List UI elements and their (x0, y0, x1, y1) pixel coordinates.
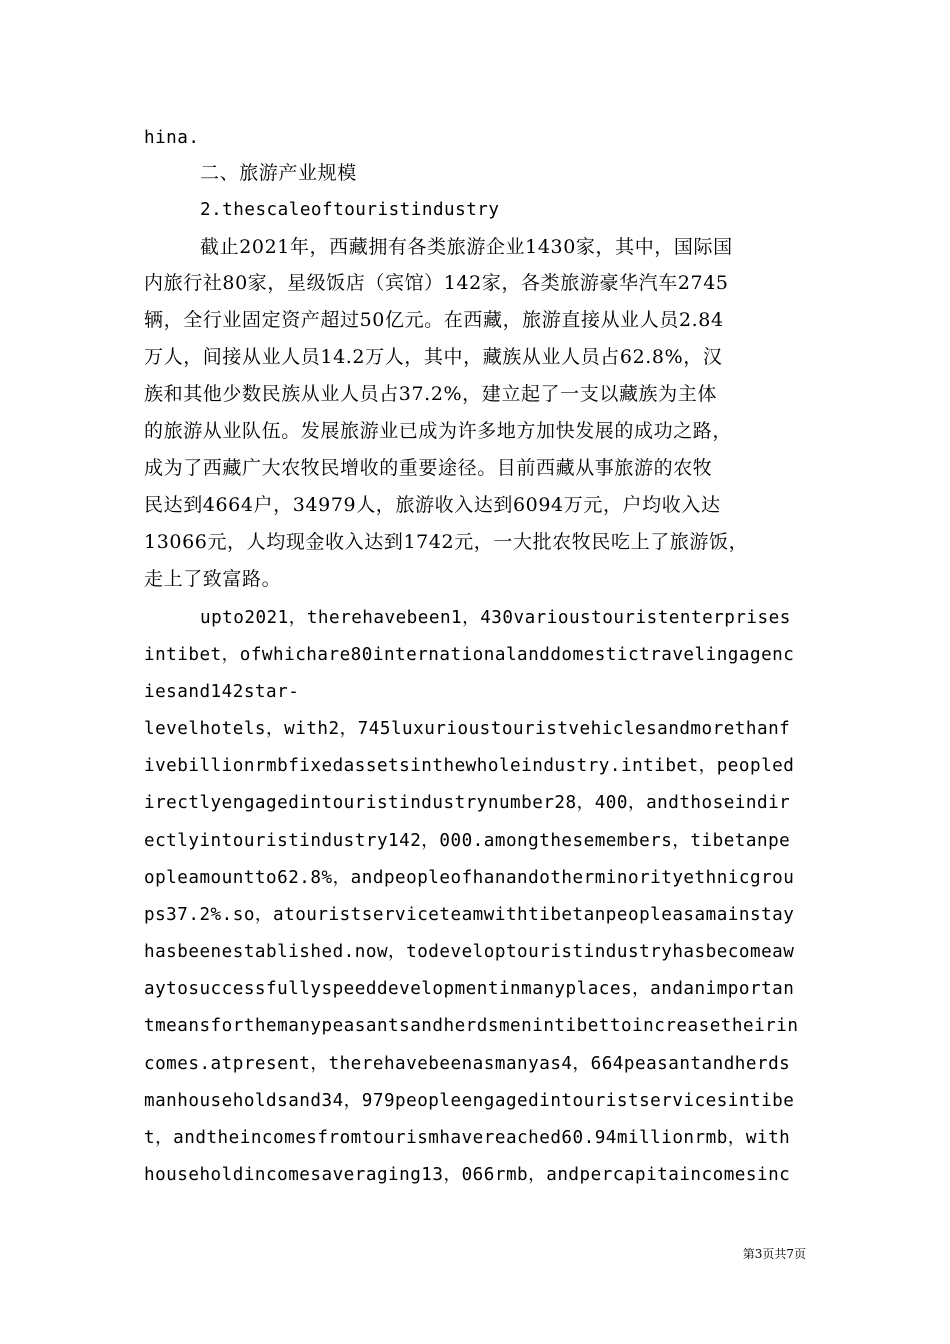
paragraph-line: 成为了西藏广大农牧民增收的重要途径。目前西藏从事旅游的农牧 (144, 457, 713, 479)
text-line: hina. (144, 128, 200, 148)
paragraph-line: t，andtheincomesfromtourismhavereached60.94millionrmb，with (144, 1128, 791, 1148)
section-heading-en: 2.thescaleoftouristindustry (200, 200, 500, 220)
paragraph-line: iesand142star- (144, 682, 300, 702)
paragraph-line: 万人，间接从业人员14.2万人，其中，藏族从业人员占62.8%，汉 (144, 346, 723, 368)
paragraph-line: 内旅行社80家，星级饭店（宾馆）142家，各类旅游豪华汽车2745 (144, 272, 729, 294)
paragraph-line: upto2021，therehavebeen1，430varioustouristenterprises (200, 608, 791, 628)
paragraph-line: hasbeenestablished.now，todeveloptouristindustryhasbecomeaw (144, 942, 795, 962)
section-heading-cn: 二、旅游产业规模 (200, 162, 357, 184)
paragraph-line: 的旅游从业队伍。发展旅游业已成为许多地方加快发展的成功之路， (144, 420, 733, 442)
paragraph-line: comes.atpresent，therehavebeenasmanyas4，664peasantandherds (144, 1054, 791, 1074)
paragraph-line: householdincomesaveraging13，066rmb，andpercapitaincomesinc (144, 1165, 791, 1185)
paragraph-line: 辆，全行业固定资产超过50亿元。在西藏，旅游直接从业人员2.84 (144, 309, 724, 331)
page-footer (0, 1246, 950, 1262)
paragraph-line: levelhotels，with2，745luxurioustouristvehiclesandmorethanf (144, 719, 791, 739)
paragraph-line: 走上了致富路。 (144, 568, 282, 590)
paragraph-line: intibet，ofwhichare80internationalanddomestictravelingagenc (144, 645, 795, 665)
paragraph-line: opleamountto62.8%，andpeopleofhanandotherminorityethnicgrou (144, 868, 795, 888)
paragraph-line: ivebillionrmbfixedassetsinthewholeindustry.intibet，peopled (144, 756, 795, 776)
paragraph-line: 13066元，人均现金收入达到1742元，一大批农牧民吃上了旅游饭， (144, 531, 749, 553)
paragraph-line: 截止2021年，西藏拥有各类旅游企业1430家，其中，国际国 (200, 236, 733, 258)
paragraph-line: manhouseholdsand34，979peopleengagedintouristservicesintibe (144, 1091, 795, 1111)
paragraph-line: 族和其他少数民族从业人员占37.2%，建立起了一支以藏族为主体 (144, 383, 717, 405)
paragraph-line: ectlyintouristindustry142，000.amongthesemembers，tibetanpe (144, 831, 791, 851)
paragraph-line: 民达到4664户，34979人，旅游收入达到6094万元，户均收入达 (144, 494, 721, 516)
paragraph-line: aytosuccessfullyspeeddevelopmentinmanyplaces，andanimportan (144, 979, 795, 999)
paragraph-line: irectlyengagedintouristindustrynumber28，400，andthoseindir (144, 793, 791, 813)
paragraph-line: tmeansforthemanypeasantsandherdsmenintibettoincreasetheirin (144, 1016, 799, 1036)
page-number: 第3页共7页 (742, 1247, 806, 1261)
paragraph-line: ps37.2%.so，atouristserviceteamwithtibetanpeopleasamainstay (144, 905, 795, 925)
